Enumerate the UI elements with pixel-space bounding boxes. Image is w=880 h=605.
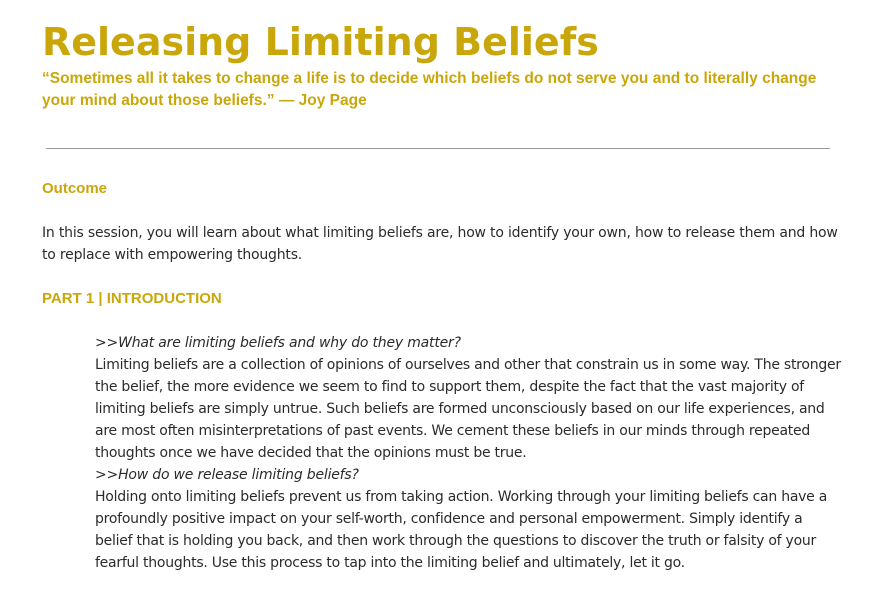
part-1-heading: PART 1 | INTRODUCTION xyxy=(42,290,222,307)
section-answer: Holding onto limiting beliefs prevent us from taking action. Working through your limiting beliefs can have a profoundly positive impact on your self-worth, confidence and personal empowerment. Simply identify a belief that is holding you back, and then work through the questions to discover the truth or falsity of your fearful thoughts. Use this process to tap into the limiting belief and ultimately, let it go. xyxy=(95,489,828,571)
section-limiting-beliefs-definition xyxy=(95,332,843,464)
section-question xyxy=(95,332,843,354)
question-prefix: >> xyxy=(95,335,119,351)
section-releasing-beliefs xyxy=(95,464,843,574)
question-text: What are limiting beliefs and why do they matter? xyxy=(118,335,461,351)
outcome-text: In this session, you will learn about what limiting beliefs are, how to identify your own, how to release them and how to replace with empowering thoughts. xyxy=(42,225,838,263)
outcome-heading: Outcome xyxy=(42,180,108,197)
horizontal-divider xyxy=(46,148,830,149)
section-question xyxy=(95,464,843,486)
epigraph-quote: “Sometimes all it takes to change a life is to decide which beliefs do not serve you and to literally change your mind about those beliefs.” — Joy Page xyxy=(42,70,817,109)
question-text: How do we release limiting beliefs? xyxy=(118,467,359,483)
section-answer: Limiting beliefs are a collection of opinions of ourselves and other that constrain us in some way. The stronger the belief, the more evidence we seem to find to support them, despite the fact that the vast majority of limiting beliefs are simply untrue. Such beliefs are formed unconsciously based on our life experiences, and are most often misinterpretations of past events. We cement these beliefs in our minds through repeated thoughts once we have decided that the opinions must be true. xyxy=(95,357,841,461)
page-title: Releasing Limiting Beliefs xyxy=(42,20,599,64)
question-prefix: >> xyxy=(95,467,119,483)
